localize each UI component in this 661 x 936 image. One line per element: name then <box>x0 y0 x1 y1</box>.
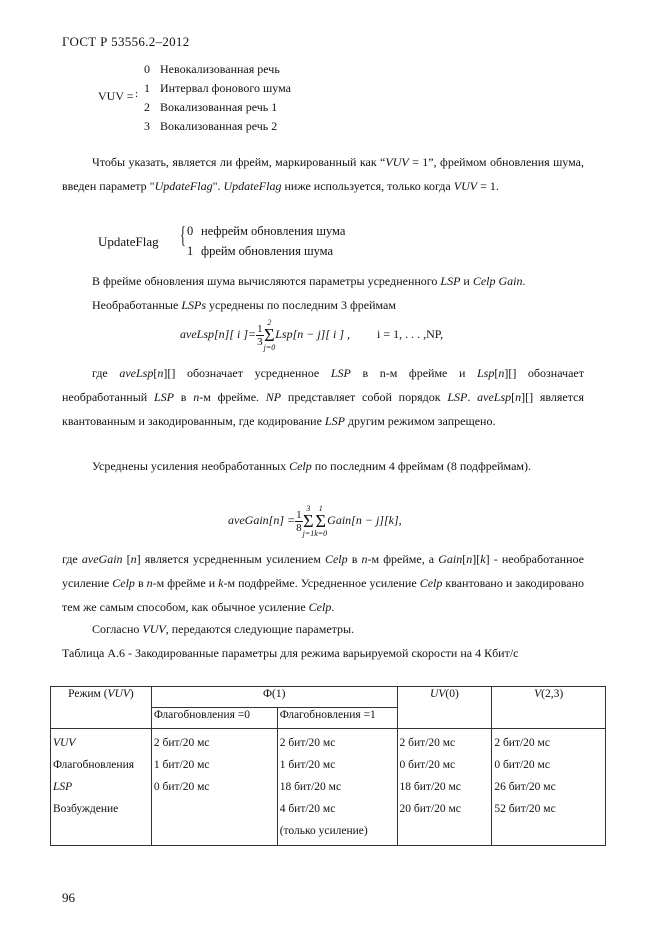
column-header-flag1: Флагобновления =1 <box>277 708 397 729</box>
paragraph-lsp-definition: где aveLsp[n][] обозначает усредненное LSP в n-м фрейме и Lsp[n][] обозначает необработанный LSP в n-м фрейме. NP представляет собой порядок LSP. aveLsp[n][] является квантованным и закодированным, где кодирование LSP другим режимом запрещено. <box>62 366 584 428</box>
update-flag-label: UpdateFlag <box>98 234 159 249</box>
cell-value: 2 бит/20 мс <box>494 737 550 749</box>
table-row <box>51 729 606 846</box>
cell-value: 18 бит/20 мс <box>399 781 461 793</box>
vuv-case-3 <box>144 119 277 134</box>
paragraph-lsp-average: Необработанные LSPs усреднены по последним 3 фреймам <box>92 298 396 312</box>
flag1-values-cell <box>277 729 397 846</box>
paragraph-update-flag-intro: Чтобы указать, является ли фрейм, маркированный как “VUV = 1”, фреймом обновления шума, введен параметр "UpdateFlag". UpdateFlag ниже используется, только когда VUV = 1. <box>62 155 584 193</box>
cell-value: 0 бит/20 мс <box>494 759 550 771</box>
case-number: 1 <box>187 244 194 258</box>
column-header-v0: Ф(1) <box>151 687 397 708</box>
formula-ave-gain <box>228 504 402 538</box>
case-text: фрейм обновления шума <box>201 244 334 258</box>
parameters-table <box>50 686 606 846</box>
column-header-mode: Режим (VUV) <box>51 687 152 729</box>
vuv-case-2 <box>144 100 277 115</box>
uv-values-cell <box>397 729 492 846</box>
cell-value: 20 бит/20 мс <box>399 803 461 815</box>
case-number: 0 <box>187 224 194 238</box>
formula-lhs: aveLsp[n][ i ]= <box>180 326 257 341</box>
brace-mark: { <box>180 223 186 249</box>
row-label: VUV <box>53 737 76 749</box>
sum-symbol: 2 Σ j=0 <box>263 318 276 352</box>
paragraph-gain-average: Усреднены усиления необработанных Celp по последним 4 фреймам (8 подфреймам). <box>92 459 531 473</box>
column-header-uv: UV(0) <box>397 687 492 729</box>
cell-value: 0 бит/20 мс <box>399 759 456 771</box>
case-text: нефрейм обновления шума <box>201 224 346 238</box>
fraction: $\frac{1}{3}$ <box>257 322 263 348</box>
row-label <box>53 820 149 842</box>
case-number: 0 <box>144 62 150 76</box>
cell-value: 2 бит/20 мс <box>153 737 210 749</box>
sum-symbol: 1 Σ k=0 <box>314 504 328 538</box>
page-number: 96 <box>62 890 75 905</box>
formula-lhs: aveGain[n] = <box>228 512 296 527</box>
cell-value: 52 бит/20 мс <box>494 803 556 815</box>
case-text: Вокализованная речь 2 <box>160 119 278 133</box>
case-text: Невокализованная речь <box>160 62 280 76</box>
update-flag-case-1 <box>187 244 333 259</box>
cell-value: 2 бит/20 мс <box>399 737 456 749</box>
formula-condition: i = 1, . . . ,NP, <box>377 326 444 341</box>
vuv-case-1 <box>144 81 291 96</box>
row-label: Возбуждение <box>53 803 119 815</box>
column-header-v: V(2,3) <box>492 687 606 729</box>
row-label: Флагобновления <box>53 759 135 771</box>
cell-value: 1 бит/20 мс <box>153 759 210 771</box>
cell-value: 0 бит/20 мс <box>153 781 210 793</box>
vuv-equation-label: VUV = <box>98 89 134 103</box>
cell-value: 26 бит/20 мс <box>494 781 556 793</box>
vuv-brace-mark: : <box>135 88 139 100</box>
formula-body: Gain[n − j][k], <box>327 512 402 527</box>
v-values-cell <box>492 729 606 846</box>
paragraph-transmitted-params: Согласно VUV, передаются следующие параметры. <box>92 622 355 636</box>
row-label: LSP <box>53 781 73 793</box>
column-header-flag0: Флагобновления =0 <box>151 708 277 729</box>
flag0-values-cell <box>151 729 277 846</box>
case-number: 1 <box>144 81 150 95</box>
sum-symbol: 3 Σ j=1 <box>302 504 315 538</box>
table-header-row <box>51 687 606 708</box>
paragraph-noise-update: В фрейме обновления шума вычисляются параметры усредненного LSP и Celp Gain. <box>92 274 526 288</box>
update-flag-case-0 <box>187 224 345 239</box>
cell-value: 1 бит/20 мс <box>279 759 336 771</box>
cell-value: (только усиление) <box>279 825 368 837</box>
formula-ave-lsp <box>180 318 443 352</box>
case-text: Вокализованная речь 1 <box>160 100 278 114</box>
cell-value: 18 бит/20 мс <box>279 781 342 793</box>
paragraph-gain-definition: где aveGain [n] является усредненным усилением Celp в n-м фрейме, а Gain[n][k] - необработанное усиление Celp в n-м фрейме и k-м подфрейме. Усредненное усиление Celp квантовано и закодировано тем же самым способом, как обычное усиление Celp. <box>62 552 584 614</box>
document-header: ГОСТ Р 53556.2–2012 <box>62 34 190 49</box>
cell-value: 2 бит/20 мс <box>279 737 336 749</box>
vuv-case-0 <box>144 62 280 77</box>
formula-body: Lsp[n − j][ i ] , <box>275 326 351 341</box>
table-caption: Таблица А.6 - Закодированные параметры для режима варьируемой скорости на 4 Кбит/с <box>62 646 519 660</box>
case-number: 3 <box>144 119 150 133</box>
cell-value: 4 бит/20 мс <box>279 803 336 815</box>
fraction: $\frac{1}{8}$ <box>296 508 302 534</box>
case-number: 2 <box>144 100 150 114</box>
row-labels-cell <box>51 729 152 846</box>
case-text: Интервал фонового шума <box>160 81 291 95</box>
